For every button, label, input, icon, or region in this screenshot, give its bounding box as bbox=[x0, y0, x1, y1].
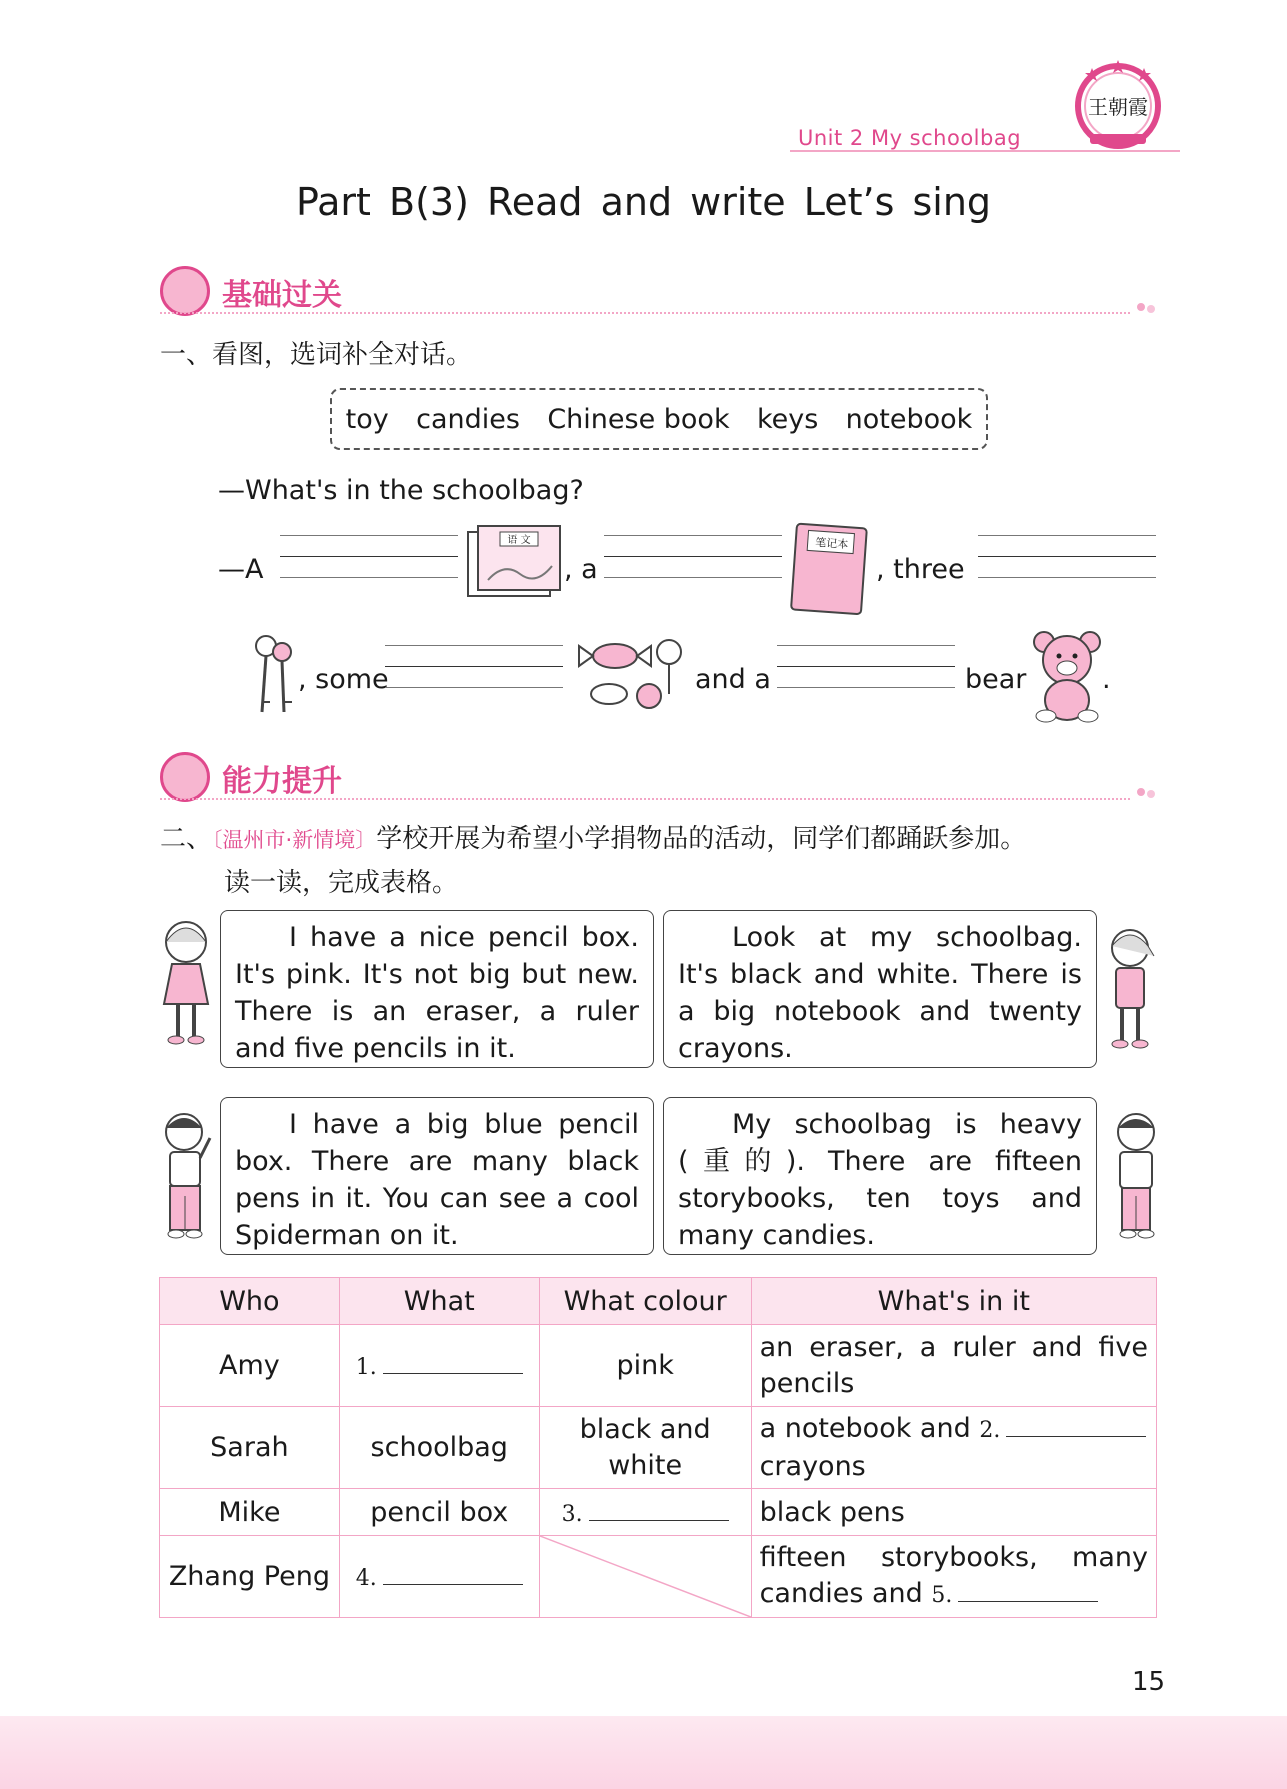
word-chinese-book: Chinese book bbox=[547, 403, 730, 435]
blank-2 bbox=[1006, 1435, 1146, 1437]
answer-blank-5[interactable] bbox=[777, 645, 955, 711]
passage-mike: I have a big blue pencil box. There are many black pens in it. You can see a cool Spiderman on it. bbox=[220, 1097, 654, 1255]
passage-amy: I have a nice pencil box. It's pink. It's not big but new. There is an eraser, a ruler and five pencils in it. bbox=[220, 910, 654, 1068]
section-advanced-icon bbox=[160, 752, 210, 802]
question-2-text: 学校开展为希望小学捐物品的活动，同学们都踊跃参加。 bbox=[376, 824, 1027, 854]
cell-colour: black and white bbox=[539, 1407, 751, 1489]
word-notebook: notebook bbox=[845, 403, 973, 435]
word-keys: keys bbox=[756, 403, 819, 435]
word-bank bbox=[330, 388, 988, 450]
dialogue-and-a: and a bbox=[695, 664, 771, 695]
candies-icon bbox=[575, 632, 687, 716]
word-toy: toy bbox=[345, 403, 389, 435]
question-2-tag: 〔温州市·新情境〕 bbox=[212, 828, 377, 852]
cell-in-it[interactable]: a notebook and 2. crayons bbox=[751, 1407, 1156, 1489]
answer-blank-3[interactable] bbox=[978, 535, 1156, 601]
dialogue-question: —What's in the schoolbag? bbox=[218, 475, 584, 506]
dialogue-period: . bbox=[1102, 664, 1111, 695]
passage-sarah: Look at my schoolbag. It's black and white. There is a big notebook and twenty crayons. bbox=[663, 910, 1097, 1068]
answer-blank-1[interactable] bbox=[280, 535, 458, 601]
notebook-icon bbox=[790, 520, 874, 616]
header-who: Who bbox=[160, 1278, 340, 1325]
header-rule bbox=[790, 150, 1180, 152]
decor-dots-icon bbox=[1136, 785, 1158, 799]
cell-colour-empty bbox=[539, 1536, 751, 1618]
dialogue-comma-some: , some bbox=[298, 664, 389, 695]
question-2-instruction: 读一读，完成表格。 bbox=[224, 868, 459, 898]
blank-4 bbox=[383, 1583, 523, 1585]
logo-text: 王朝霞 bbox=[1088, 95, 1148, 119]
cell-who: Zhang Peng bbox=[160, 1536, 340, 1618]
cell-in-it[interactable]: fifteen storybooks, many candies and 5. bbox=[751, 1536, 1156, 1618]
table-row bbox=[160, 1536, 1157, 1618]
cell-colour: pink bbox=[539, 1325, 751, 1407]
cell-who: Sarah bbox=[160, 1407, 340, 1489]
section-basic-icon bbox=[160, 266, 210, 316]
dialogue-comma-three: , three bbox=[876, 554, 965, 585]
blank-5 bbox=[958, 1600, 1098, 1602]
cell-in-it: an eraser, a ruler and five pencils bbox=[751, 1325, 1156, 1407]
diagonal-slash bbox=[540, 1536, 751, 1617]
teddy-bear-icon bbox=[1030, 628, 1104, 724]
dialogue-bear: bear bbox=[965, 664, 1027, 695]
question-2-title bbox=[160, 818, 1026, 855]
notebook-label: 笔记本 bbox=[814, 535, 849, 552]
publisher-logo bbox=[1072, 58, 1164, 150]
girl-amy-icon bbox=[156, 918, 216, 1048]
girl-sarah-icon bbox=[1102, 926, 1158, 1050]
decor-dots-icon bbox=[1136, 300, 1158, 314]
dialogue-comma-a: , a bbox=[564, 554, 598, 585]
blank-1 bbox=[383, 1372, 523, 1374]
table-header-row bbox=[160, 1278, 1157, 1325]
section-divider bbox=[160, 312, 1130, 314]
answer-blank-2[interactable] bbox=[604, 535, 782, 601]
cell-colour[interactable]: 3. bbox=[539, 1489, 751, 1536]
table-row bbox=[160, 1407, 1157, 1489]
table-row bbox=[160, 1489, 1157, 1536]
header-what: What bbox=[339, 1278, 539, 1325]
cell-what[interactable]: 1. bbox=[339, 1325, 539, 1407]
section-basic-heading: 基础过关 bbox=[222, 278, 342, 313]
page-number: 15 bbox=[1132, 1667, 1166, 1697]
blank-3 bbox=[589, 1519, 729, 1521]
cell-who: Amy bbox=[160, 1325, 340, 1407]
cell-who: Mike bbox=[160, 1489, 340, 1536]
keys-icon bbox=[248, 632, 302, 718]
answer-blank-4[interactable] bbox=[385, 645, 563, 711]
cell-what[interactable]: 4. bbox=[339, 1536, 539, 1618]
passage-zhang-peng: My schoolbag is heavy (重的). There are fifteen storybooks, ten toys and many candies. bbox=[663, 1097, 1097, 1255]
cell-what: schoolbag bbox=[339, 1407, 539, 1489]
cell-what: pencil box bbox=[339, 1489, 539, 1536]
page-title: Part B(3) Read and write Let’s sing bbox=[295, 180, 992, 224]
chinese-book-label: 语 文 bbox=[507, 535, 531, 546]
table-row bbox=[160, 1325, 1157, 1407]
section-divider-2 bbox=[160, 798, 1130, 800]
header-colour: What colour bbox=[539, 1278, 751, 1325]
boy-zhang-peng-icon bbox=[1106, 1108, 1166, 1242]
chinese-book-icon bbox=[464, 522, 564, 602]
cell-in-it: black pens bbox=[751, 1489, 1156, 1536]
header-in-it: What's in it bbox=[751, 1278, 1156, 1325]
footer-band bbox=[0, 1716, 1287, 1789]
answer-table bbox=[159, 1277, 1157, 1618]
question-1-title: 一、看图，选词补全对话。 bbox=[160, 340, 473, 370]
boy-mike-icon bbox=[156, 1108, 216, 1242]
word-candies: candies bbox=[416, 403, 520, 435]
dialogue-a: —A bbox=[218, 554, 264, 585]
unit-label: Unit 2 My schoolbag bbox=[798, 126, 1022, 150]
question-2-prefix: 二、 bbox=[160, 824, 213, 854]
section-advanced-heading: 能力提升 bbox=[222, 764, 342, 799]
